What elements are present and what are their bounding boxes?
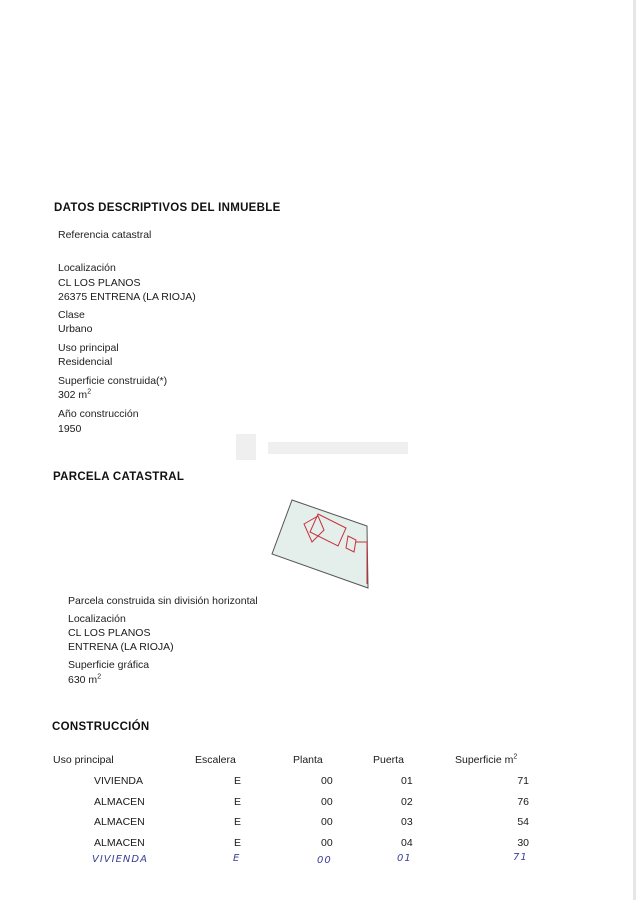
cell-uso: VIVIENDA [94,775,144,787]
parcel-plan-map [266,498,376,592]
col-header-uso: Uso principal [53,754,114,766]
col-header-superficie: Superficie $m^2$ [455,753,518,766]
cell-puerta: 01 [401,775,413,787]
cell-superficie: 76 [517,795,529,808]
watermark-logo-icon [228,428,418,468]
cell-superficie: 54 [517,816,529,828]
parcel-outline [272,500,368,588]
handwritten-puerta: 01 [397,853,412,864]
handwritten-escalera: E [233,853,241,864]
clase-label: Clase [58,309,85,321]
cell-puerta: 04 [401,836,413,849]
construccion-heading: CONSTRUCCIÓN [52,721,150,733]
localizacion-label: Localización [58,262,116,274]
col-header-puerta: Puerta [373,754,404,766]
handwritten-uso: VIVIENDA [92,854,148,865]
cell-escalera: E [234,816,242,828]
parcela-localizacion-line1: CL LOS PLANOS [68,627,151,639]
cell-escalera: E [234,836,242,849]
cell-escalera: E [234,795,242,808]
cell-superficie: 71 [517,775,529,787]
cell-superficie: 30 [517,836,529,849]
cell-uso: ALMACEN [94,836,145,849]
parcela-tipo: Parcela construida sin división horizontal [68,595,258,607]
cell-uso: ALMACEN [94,795,145,808]
parcela-localizacion-line2: ENTRENA (LA RIOJA) [68,641,174,653]
parcela-superficie-label: Superficie gráfica [68,659,150,671]
uso-value: Residencial [58,356,113,368]
parcela-superficie-value: 630 $m^2$ [68,673,102,686]
uso-label: Uso principal [58,342,119,354]
cell-uso: ALMACEN [94,816,145,828]
col-header-escalera: Escalera [195,754,236,766]
cell-puerta: 02 [401,795,413,808]
cell-puerta: 03 [401,816,413,828]
handwritten-superficie: 71 [513,852,528,863]
parcela-heading: PARCELA CATASTRAL [53,471,185,483]
localizacion-line2: 26375 ENTRENA (LA RIOJA) [58,291,196,303]
superficie-value: 302 $m^2$ [58,388,92,401]
handwritten-planta: 00 [317,855,332,866]
anio-label: Año construcción [58,408,139,420]
cell-planta: 00 [321,775,333,787]
clase-value: Urbano [58,323,93,335]
cell-escalera: E [234,775,242,787]
col-header-planta: Planta [293,754,323,766]
cell-planta: 00 [321,816,333,828]
cell-planta: 00 [321,836,333,849]
parcela-localizacion-label: Localización [68,613,126,625]
datos-heading: DATOS DESCRIPTIVOS DEL INMUEBLE [54,202,281,214]
referencia-label: Referencia catastral [58,229,152,241]
localizacion-line1: CL LOS PLANOS [58,277,141,289]
superficie-label: Superficie construida(*) [58,375,168,387]
cell-planta: 00 [321,795,333,808]
anio-value: 1950 [58,423,82,435]
